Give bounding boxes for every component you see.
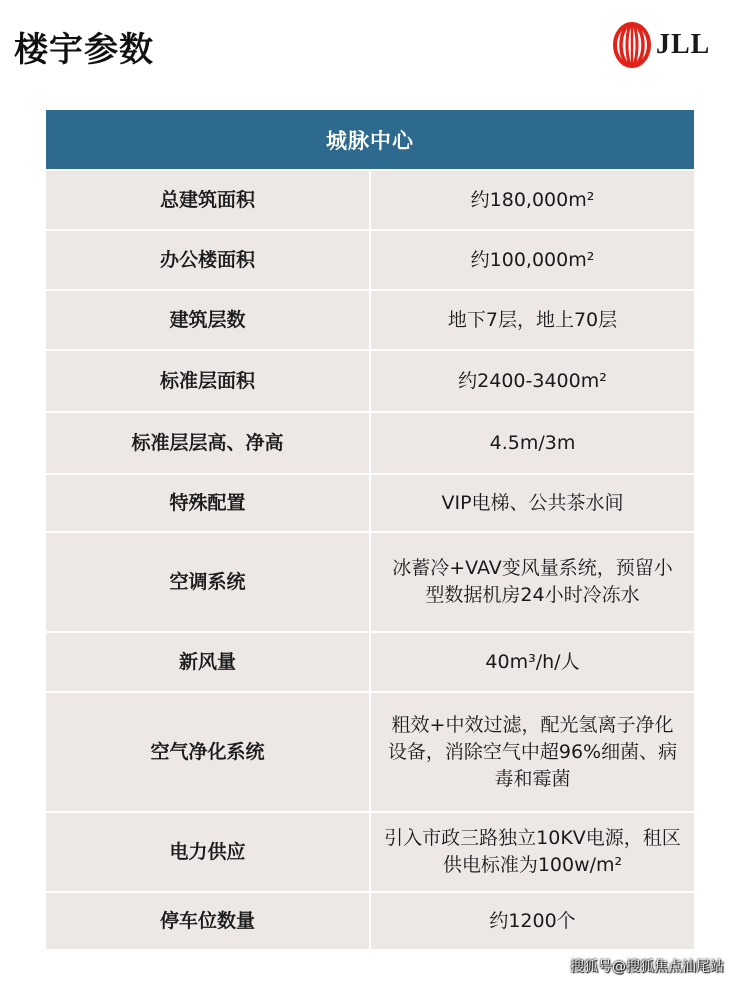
table-row <box>46 474 694 532</box>
row-value: 40m³/h/人 <box>370 632 694 692</box>
table-header-row <box>46 110 694 170</box>
jll-logo <box>612 20 722 70</box>
row-label: 办公楼面积 <box>46 230 370 290</box>
row-value: 4.5m/3m <box>370 412 694 474</box>
row-label: 特殊配置 <box>46 474 370 532</box>
row-value: 粗效+中效过滤，配光氢离子净化设备，消除空气中超96%细菌、病毒和霉菌 <box>370 692 694 812</box>
table-row <box>46 290 694 350</box>
table-row <box>46 892 694 950</box>
table-row <box>46 632 694 692</box>
row-value: 约2400-3400m² <box>370 350 694 412</box>
row-label: 标准层层高、净高 <box>46 412 370 474</box>
row-label: 空气净化系统 <box>46 692 370 812</box>
row-label: 电力供应 <box>46 812 370 892</box>
watermark-credit: 搜狐号@搜狐焦点汕尾站 <box>570 959 724 975</box>
row-value: 地下7层，地上70层 <box>370 290 694 350</box>
row-value: 约100,000m² <box>370 230 694 290</box>
page-title: 楼宇参数 <box>14 30 154 70</box>
row-label: 建筑层数 <box>46 290 370 350</box>
row-label: 总建筑面积 <box>46 170 370 230</box>
row-value: VIP电梯、公共茶水间 <box>370 474 694 532</box>
table-row <box>46 230 694 290</box>
row-value: 冰蓄冷+VAV变风量系统，预留小型数据机房24小时冷冻水 <box>370 532 694 632</box>
row-label: 停车位数量 <box>46 892 370 950</box>
table-row <box>46 350 694 412</box>
table-row <box>46 532 694 632</box>
logo-text: JLL <box>656 29 711 60</box>
table-row <box>46 412 694 474</box>
row-value: 约1200个 <box>370 892 694 950</box>
table-row <box>46 170 694 230</box>
row-label: 标准层面积 <box>46 350 370 412</box>
table-row <box>46 812 694 892</box>
row-value: 约180,000m² <box>370 170 694 230</box>
row-value: 引入市政三路独立10KV电源，租区供电标准为100w/m² <box>370 812 694 892</box>
building-spec-table <box>46 110 694 951</box>
table-row <box>46 692 694 812</box>
row-label: 新风量 <box>46 632 370 692</box>
jll-ribbons-icon <box>612 22 652 68</box>
table-header: 城脉中心 <box>46 110 694 170</box>
row-label: 空调系统 <box>46 532 370 632</box>
